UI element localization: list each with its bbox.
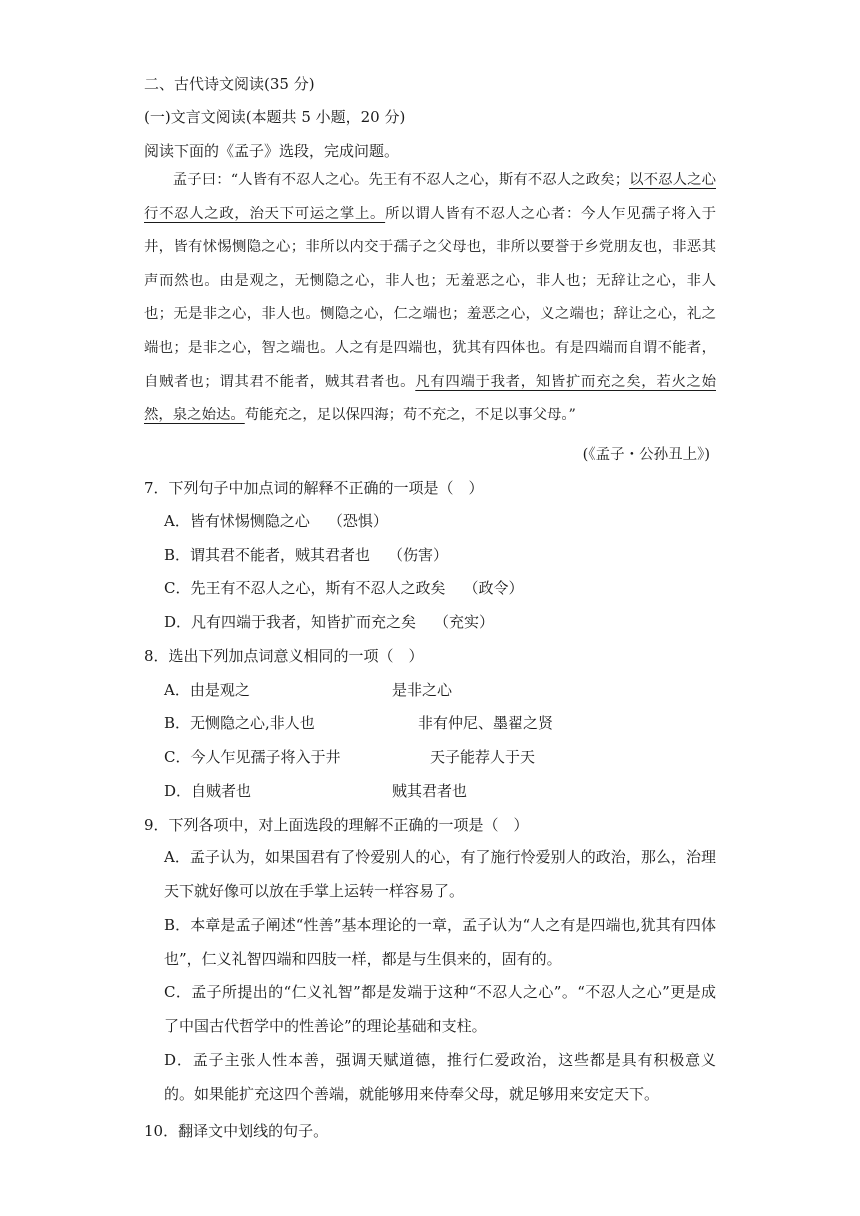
question-8-stem: 8．选出下列加点词意义相同的一项（ ） [144, 647, 424, 665]
option-text: C．先王有不忍人之心，斯有不忍人之政矣 [164, 579, 446, 597]
question-10-stem: 10．翻译文中划线的句子。 [144, 1122, 329, 1140]
question-9-option-c: C．孟子所提出的“仁义礼智”都是发端于这种“不忍人之心”。“不忍人之心”更是成了中国古代哲学中的性善论”的理论基础和支柱。 [164, 983, 716, 1035]
question-9-option-d: D．孟子主张人性本善，强调天赋道德，推行仁爱政治，这些都是具有积极意义的。如果能扩充这四个善端，就能够用来侍奉父母，就足够用来安定天下。 [164, 1051, 716, 1103]
section-title: 二、古代诗文阅读(35 分) [144, 75, 315, 93]
underlined-sentence-1: 以不忍人之心行不忍人之政，治天下可运之掌上。 [144, 172, 716, 222]
question-8-option-d: D．自贼者也 [164, 782, 252, 800]
subsection-title: (一)文言文阅读(本题共 5 小题，20 分) [144, 108, 406, 126]
option-note: （充实） [434, 613, 495, 631]
passage-source: (《孟子・公孙丑上》) [582, 447, 710, 463]
question-7-option-c [164, 578, 524, 598]
option-note: （政令） [463, 579, 524, 597]
option-text: A．皆有怵惕恻隐之心 [164, 512, 310, 530]
option-note: （伤害） [388, 546, 449, 564]
question-8-option-d-pair: 贼其君者也 [392, 782, 468, 800]
underlined-sentence-2: 凡有四端于我者，知皆扩而充之矣，若火之始然，泉之始达。 [144, 373, 716, 424]
passage-text-2: 所以谓人皆有不忍人之心者：今人乍见孺子将入于井，皆有怵惕恻隐之心；非所以内交于孺子之父母也，非所以要誉于乡党朋友也，非恶其声而然也。由是观之，无恻隐之心，非人也；无羞恶之心，非人也；无辞让之心，非人也；无是非之心，非人也。恻隐之心，仁之端也；羞恶之心，义之端也；辞让之心，礼之端也；是非之心，智之端也。人之有是四端也，犹其有四体也。有是四端而自谓不能者，自贼者也；谓其君不能者，贼其君者也。 [144, 205, 716, 390]
question-7-option-d [164, 612, 494, 632]
classical-passage [144, 164, 716, 433]
reading-instruction: 阅读下面的《孟子》选段，完成问题。 [144, 142, 400, 160]
question-9-option-b: B．本章是孟子阐述“性善”基本理论的一章，孟子认为“人之有是四端也,犹其有四体也”，仁义礼智四端和四肢一样，都是与生俱来的，固有的。 [164, 916, 716, 968]
question-9-stem: 9．下列各项中，对上面选段的理解不正确的一项是（ ） [144, 816, 529, 834]
question-7-stem: 7．下列句子中加点词的解释不正确的一项是（ ） [144, 479, 484, 497]
passage-text-3: 苟能充之，足以保四海；苟不充之，不足以事父母。” [244, 407, 576, 424]
question-8-option-c-pair: 天子能荐人于天 [430, 748, 536, 766]
option-note: （恐惧） [327, 512, 388, 530]
option-text: B．谓其君不能者，贼其君者也 [164, 546, 371, 564]
question-8-option-a-pair: 是非之心 [392, 681, 453, 699]
question-8-option-b-pair: 非有仲尼、墨翟之贤 [418, 714, 554, 732]
question-8-option-c: C．今人乍见孺子将入于井 [164, 748, 341, 766]
question-7-option-b [164, 545, 448, 565]
question-8-option-b: B．无恻隐之心,非人也 [164, 714, 315, 732]
option-text: D．凡有四端于我者，知皆扩而充之矣 [164, 613, 417, 631]
passage-text-1: 孟子曰：“人皆有不忍人之心。先王有不忍人之心，斯有不忍人之政矣； [172, 172, 630, 188]
question-8-option-a: A．由是观之 [164, 681, 250, 699]
question-9-option-a: A．孟子认为，如果国君有了怜爱别人的心，有了施行怜爱别人的政治，那么，治理天下就好像可以放在手掌上运转一样容易了。 [164, 848, 716, 900]
question-7-option-a [164, 511, 388, 531]
